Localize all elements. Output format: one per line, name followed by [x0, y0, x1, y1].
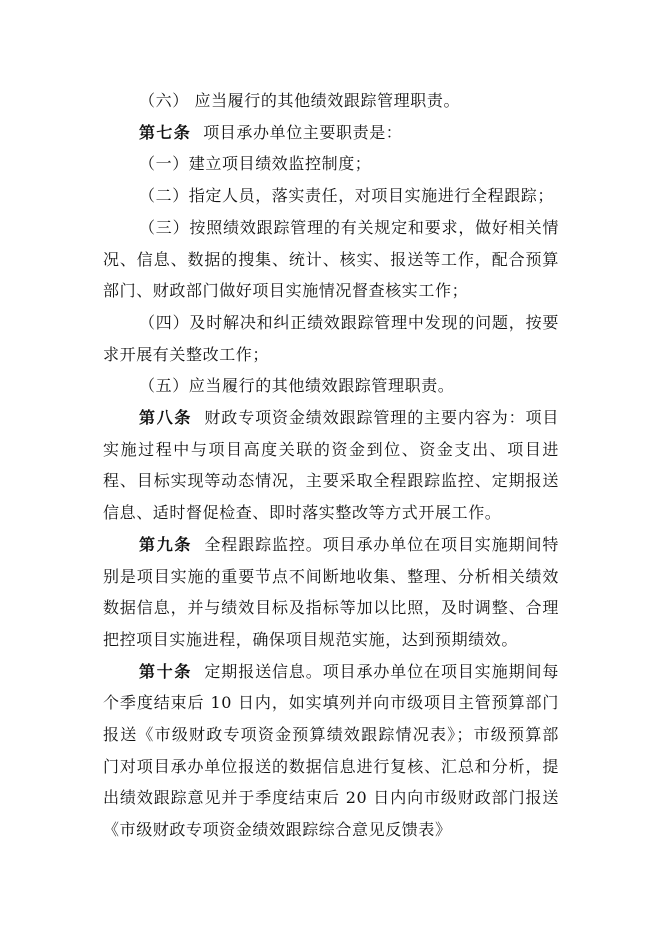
article-paragraph — [103, 656, 559, 846]
clause-text: （一）建立项目绩效监控制度； — [139, 154, 372, 174]
clause-text: （五）应当履行的其他绩效跟踪管理职责。 — [139, 376, 455, 396]
article-number: 第十条 — [139, 661, 193, 681]
clause-paragraph — [103, 307, 559, 370]
clause-paragraph — [103, 370, 559, 402]
article-text: 全程跟踪监控。项目承办单位在项目实施期间特别是项目实施的重要节点不间断地收集、整理、分析相关绩效数据信息，并与绩效目标及指标等加以比照，及时调整、合理把控项目实施进程，确保项目规范实施，达到预期绩效。 — [103, 534, 559, 649]
article-number: 第八条 — [139, 408, 193, 428]
article-paragraph — [103, 402, 559, 529]
clause-paragraph — [103, 180, 559, 212]
article-text: 定期报送信息。项目承办单位在项目实施期间每个季度结束后 10 日内，如实填列并向市级项目主管预算部门报送《市级财政专项资金预算绩效跟踪情况表》；市级预算部门对项目承办单位报送的数据信息进行复核、汇总和分析，提出绩效跟踪意见并于季度结束后 20 日内向市级财政部门报送《市级财政专项资金绩效跟踪综合意见反馈表》 — [103, 661, 559, 840]
article-number: 第七条 — [139, 122, 192, 142]
article-paragraph — [103, 117, 559, 149]
article-text: 项目承办单位主要职责是： — [203, 122, 403, 142]
document-body — [103, 85, 559, 846]
clause-text: （六） 应当履行的其他绩效跟踪管理职责。 — [139, 91, 461, 110]
clause-paragraph — [103, 148, 559, 180]
clause-paragraph — [103, 85, 559, 117]
clause-text: （二）指定人员，落实责任，对项目实施进行全程跟踪； — [139, 186, 555, 206]
clause-text: （四）及时解决和纠正绩效跟踪管理中发现的问题，按要求开展有关整改工作； — [103, 312, 559, 364]
article-text: 财政专项资金绩效跟踪管理的主要内容为：项目实施过程中与项目高度关联的资金到位、资金支出、项目进程、目标实现等动态情况，主要采取全程跟踪监控、定期报送信息、适时督促检查、即时落实整改等方式开展工作。 — [103, 408, 559, 523]
article-number: 第九条 — [139, 534, 193, 554]
article-paragraph — [103, 529, 559, 656]
clause-paragraph — [103, 212, 559, 307]
clause-text: （三）按照绩效跟踪管理的有关规定和要求，做好相关情况、信息、数据的搜集、统计、核实、报送等工作，配合预算部门、财政部门做好项目实施情况督查核实工作； — [103, 217, 559, 301]
